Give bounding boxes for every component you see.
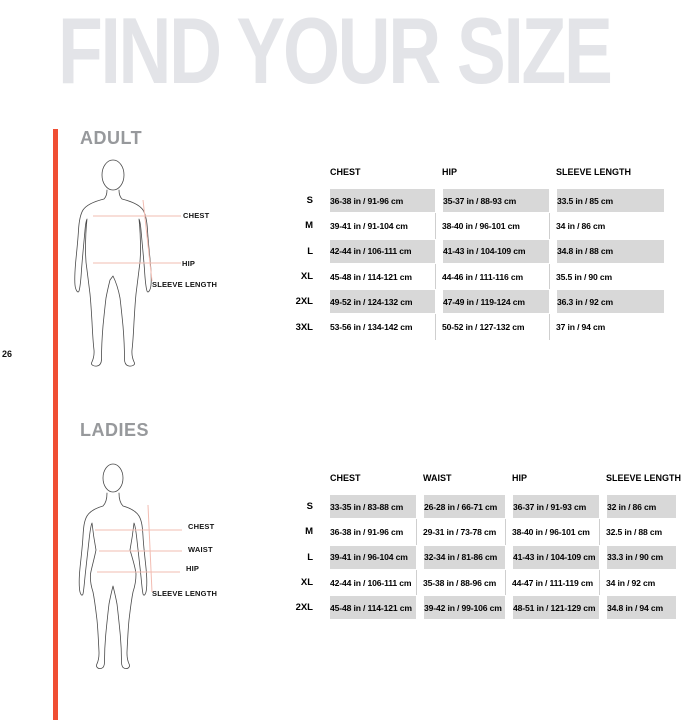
ladies-table-header <box>280 470 682 494</box>
adult-chest-label: CHEST <box>183 211 210 220</box>
value-cell: 32.5 in / 88 cm <box>599 519 676 544</box>
ladies-waist-label: WAIST <box>188 545 213 554</box>
value-cell: 49-52 in / 124-132 cm <box>323 289 435 314</box>
value-cell: 48-51 in / 121-129 cm <box>505 595 599 620</box>
size-cell: XL <box>300 577 313 589</box>
value-cell: 45-48 in / 114-121 cm <box>323 595 416 620</box>
ladies-col-chest: CHEST <box>330 473 361 483</box>
value-cell: 32-34 in / 81-86 cm <box>416 545 505 570</box>
size-cell: M <box>305 526 313 538</box>
value-cell: 33.5 in / 85 cm <box>549 188 664 213</box>
value-cell: 33-35 in / 83-88 cm <box>323 494 416 519</box>
value-cell: 42-44 in / 106-111 cm <box>330 577 412 588</box>
value-cell: 44-47 in / 111-119 cm <box>505 570 599 595</box>
value-cell: 36-37 in / 91-93 cm <box>505 494 599 519</box>
value-cell: 39-41 in / 91-104 cm <box>330 220 408 231</box>
table-row <box>280 264 664 289</box>
size-cell: S <box>306 195 313 207</box>
size-cell: 2XL <box>295 296 313 308</box>
value-cell: 42-44 in / 106-111 cm <box>323 239 435 264</box>
value-cell: 34 in / 92 cm <box>599 570 676 595</box>
table-row <box>280 289 664 314</box>
value-cell: 36-38 in / 91-96 cm <box>330 526 404 537</box>
size-cell: L <box>307 551 313 563</box>
table-row <box>280 213 664 238</box>
table-row <box>280 595 676 620</box>
ladies-sleeve-measure-line <box>148 505 152 592</box>
ladies-hip-label: HIP <box>186 564 200 573</box>
value-cell: 35-37 in / 88-93 cm <box>435 188 549 213</box>
size-cell: 3XL <box>295 321 313 333</box>
value-cell: 36-38 in / 91-96 cm <box>323 188 435 213</box>
table-row <box>280 545 676 570</box>
value-cell: 35-38 in / 88-96 cm <box>416 570 505 595</box>
value-cell: 33.3 in / 90 cm <box>599 545 676 570</box>
value-cell: 35.5 in / 90 cm <box>549 264 664 289</box>
ladies-chest-label: CHEST <box>188 522 215 531</box>
table-row <box>280 314 664 339</box>
table-row <box>280 519 676 544</box>
value-cell: 37 in / 94 cm <box>549 314 664 339</box>
size-cell: S <box>306 501 313 513</box>
value-cell: 34 in / 86 cm <box>549 213 664 238</box>
value-cell: 50-52 in / 127-132 cm <box>435 314 549 339</box>
value-cell: 32 in / 86 cm <box>599 494 676 519</box>
value-cell: 47-49 in / 119-124 cm <box>435 289 549 314</box>
ladies-sleeve-label: SLEEVE LENGTH <box>152 589 218 598</box>
adult-size-table <box>280 164 664 340</box>
size-cell: M <box>305 220 313 232</box>
adult-body-silhouette <box>70 158 185 372</box>
table-row <box>280 494 676 519</box>
size-cell: L <box>307 245 313 257</box>
value-cell: 41-43 in / 104-109 cm <box>505 545 599 570</box>
page-title: FIND YOUR SIZE <box>58 0 611 103</box>
value-cell: 53-56 in / 134-142 cm <box>330 322 413 333</box>
size-cell: 2XL <box>295 602 313 614</box>
value-cell: 38-40 in / 96-101 cm <box>505 519 599 544</box>
adult-hip-label: HIP <box>182 259 196 268</box>
value-cell: 34.8 in / 94 cm <box>599 595 676 620</box>
table-row <box>280 188 664 213</box>
value-cell: 39-41 in / 96-104 cm <box>323 545 416 570</box>
table-row <box>280 239 664 264</box>
adult-col-sleeve: SLEEVE LENGTH <box>556 167 632 177</box>
page-number: 26 <box>2 349 13 359</box>
value-cell: 26-28 in / 66-71 cm <box>416 494 505 519</box>
table-row <box>280 570 676 595</box>
adult-section-heading: ADULT <box>80 128 143 148</box>
size-cell: XL <box>300 271 313 283</box>
value-cell: 41-43 in / 104-109 cm <box>435 239 549 264</box>
adult-table-header <box>280 164 664 188</box>
adult-col-hip: HIP <box>442 167 458 177</box>
adult-col-chest: CHEST <box>330 167 361 177</box>
ladies-body-silhouette <box>70 462 185 674</box>
ladies-size-table <box>280 470 682 620</box>
value-cell: 29-31 in / 73-78 cm <box>416 519 505 544</box>
value-cell: 44-46 in / 111-116 cm <box>435 264 549 289</box>
adult-sleeve-label: SLEEVE LENGTH <box>152 280 218 289</box>
ladies-section-heading: LADIES <box>80 420 150 440</box>
value-cell: 45-48 in / 114-121 cm <box>330 271 412 282</box>
value-cell: 38-40 in / 96-101 cm <box>435 213 549 238</box>
value-cell: 36.3 in / 92 cm <box>549 289 664 314</box>
ladies-col-waist: WAIST <box>423 473 452 483</box>
value-cell: 39-42 in / 99-106 cm <box>416 595 505 620</box>
value-cell: 34.8 in / 88 cm <box>549 239 664 264</box>
ladies-col-hip: HIP <box>512 473 528 483</box>
accent-bar <box>53 129 58 720</box>
ladies-col-sleeve: SLEEVE LENGTH <box>606 473 682 483</box>
